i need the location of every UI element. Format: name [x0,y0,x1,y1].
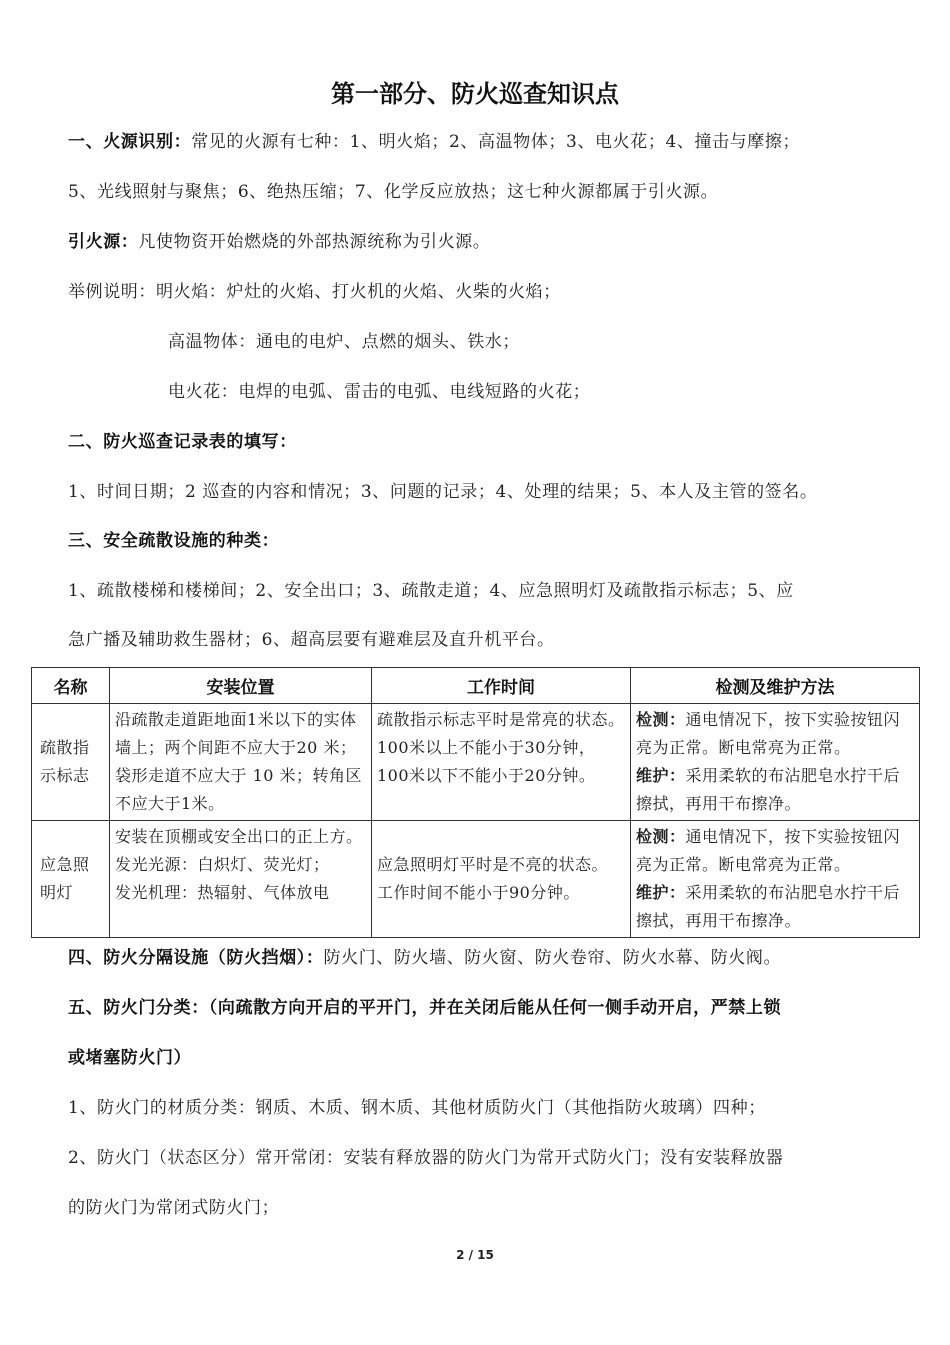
row1-check-text: 通电情况下，按下实验按钮闪亮为正常。断电常亮为正常。 [636,710,901,757]
fire-door-text-2: 2、防火门（状态区分）常开常闭：安装有释放器的防火门为常开式防火门；没有安装释放器 [68,1148,784,1168]
row1-location: 沿疏散走道距地面1米以下的实体墙上；两个间距不应大于20 米；袋形走道不应大于 10 米；转角区不应大于1米。 [110,704,372,821]
row2-maint [636,879,914,935]
header-name: 名称 [32,668,110,704]
example-label: 举例说明： [68,282,156,302]
fire-source-line-1 [68,130,888,154]
row1-time-2: 100米以上不能小于30分钟，100米以下不能小于20分钟。 [377,738,596,785]
row2-maintenance [631,821,920,938]
ignition-text: 凡使物资开始燃烧的外部热源统称为引火源。 [138,232,491,252]
example-line-1 [68,280,888,304]
evacuation-facilities-table [31,667,920,938]
row1-time [372,704,631,821]
row2-name: 应急照明灯 [32,821,110,938]
row1-maint-text: 采用柔软的布沾肥皂水拧干后擦拭，再用干布擦净。 [636,766,901,813]
row1-maint-label: 维护： [636,766,686,785]
fire-door-text-1: 1、防火门的材质分类：钢质、木质、钢木质、其他材质防火门（其他指防火玻璃）四种； [68,1098,766,1118]
row1-maintenance [631,704,920,821]
row2-location-3: 发光机理：热辐射、气体放电 [115,883,330,902]
table-row [32,704,920,821]
page-title: 第一部分、防火巡查知识点 [331,80,619,108]
row2-location-1: 安装在顶棚或安全出口的正上方。 [115,827,363,846]
row2-maint-label: 维护： [636,883,686,902]
row1-maint [636,762,914,818]
fire-source-heading: 一、火源识别： [68,132,192,152]
ignition-line [68,230,888,254]
evacuation-text-2: 急广播及辅助救生器材；6、超高层要有避难层及直升机平台。 [68,630,555,650]
patrol-record-heading: 二、防火巡查记录表的填写： [68,432,297,452]
fire-source-line-2: 5、光线照射与聚焦；6、绝热压缩；7、化学反应放热；这七种火源都属于引火源。 [68,182,719,202]
fire-door-heading-2: 或堵塞防火门） [68,1048,192,1068]
row2-time [372,821,631,938]
row2-location [110,821,372,938]
fire-door-text-3: 的防火门为常闭式防火门； [68,1198,280,1218]
fire-door-heading-1: 五、防火门分类：（向疏散方向开启的平开门，并在关闭后能从任何一侧手动开启，严禁上锁 [68,998,782,1018]
page-number: 2 / 15 [456,1248,494,1262]
ignition-heading: 引火源： [68,232,139,252]
table-row [32,821,920,938]
row2-time-1: 应急照明灯平时是不亮的状态。 [377,855,609,874]
example-item-2: 高温物体：通电的电炉、点燃的烟头、铁水； [168,332,520,352]
row1-name: 疏散指示标志 [32,704,110,821]
row1-time-1: 疏散指示标志平时是常亮的状态。 [377,710,625,729]
fire-separation-line [68,946,888,970]
row2-check [636,823,914,879]
example-item-3: 电火花：电焊的电弧、雷击的电弧、电线短路的火花； [168,382,591,402]
row2-time-2: 工作时间不能小于90分钟。 [377,883,580,902]
row2-maint-text: 采用柔软的布沾肥皂水拧干后擦拭，再用干布擦净。 [636,883,901,930]
patrol-record-text: 1、时间日期；2 巡查的内容和情况；3、问题的记录；4、处理的结果；5、本人及主管的签名。 [68,482,818,502]
fire-source-text-1: 常见的火源有七种：1、明火焰；2、高温物体；3、电火花；4、撞击与摩擦； [191,132,801,152]
row1-check [636,706,914,762]
row2-check-label: 检测： [636,827,686,846]
evacuation-text-1: 1、疏散楼梯和楼梯间；2、安全出口；3、疏散走道；4、应急照明灯及疏散指示标志；5、应 [68,581,794,601]
header-location: 安装位置 [110,668,372,704]
fire-separation-heading: 四、防火分隔设施（防火挡烟）： [68,948,324,968]
row2-location-2: 发光光源：白炽灯、荧光灯； [115,855,330,874]
row2-check-text: 通电情况下，按下实验按钮闪亮为正常。断电常亮为正常。 [636,827,901,874]
table-header-row [32,668,920,704]
header-maintenance: 检测及维护方法 [631,668,920,704]
fire-separation-text: 防火门、防火墙、防火窗、防火卷帘、防火水幕、防火阀。 [323,948,782,968]
header-time: 工作时间 [372,668,631,704]
evacuation-heading: 三、安全疏散设施的种类： [68,531,280,551]
example-item-1: 明火焰：炉灶的火焰、打火机的火焰、火柴的火焰； [156,282,561,302]
row1-check-label: 检测： [636,710,686,729]
